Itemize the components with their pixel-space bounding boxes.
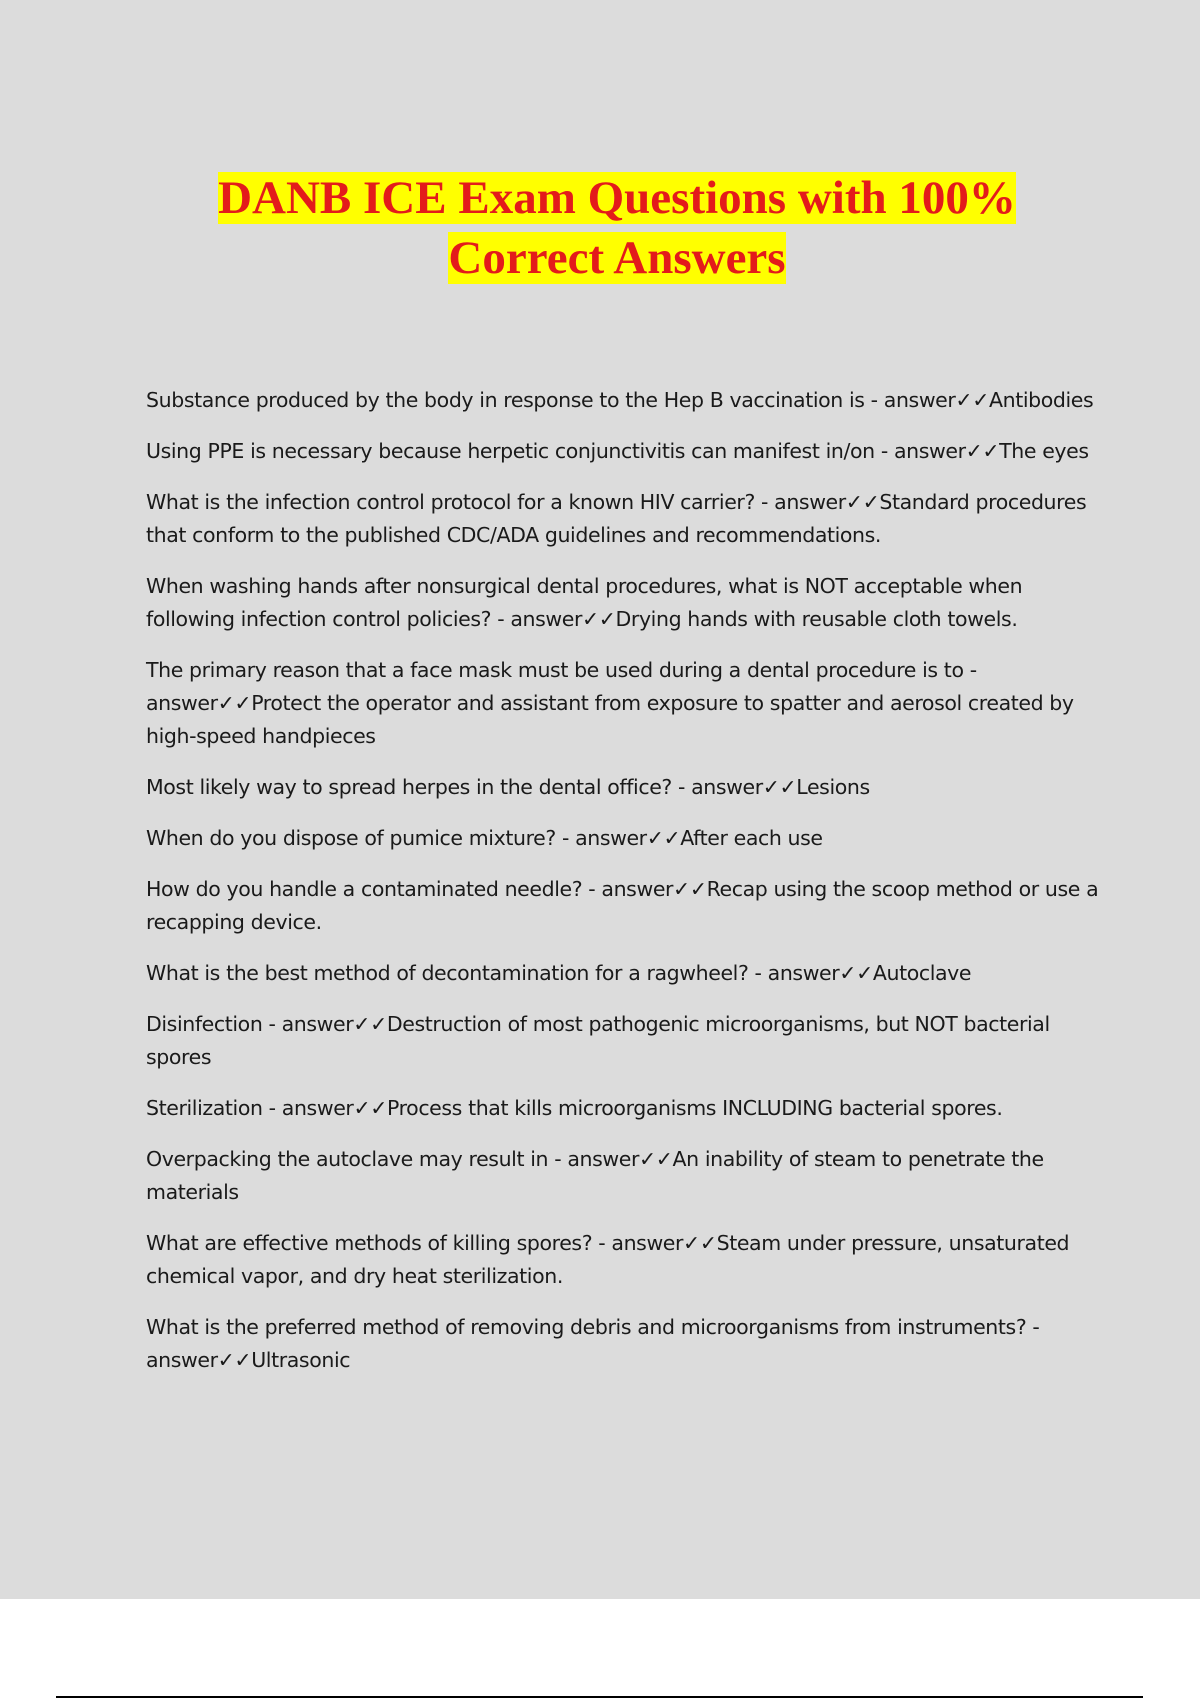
title-line-1: DANB ICE Exam Questions with 100% [218,172,1016,224]
qa-item: What are effective methods of killing spores? - answer✓✓Steam under pressure, unsaturated chemical vapor, and dry heat sterilization. [146,1231,1070,1288]
qa-item: Sterilization - answer✓✓Process that kills microorganisms INCLUDING bacterial spores. [146,1096,1003,1120]
qa-item: When do you dispose of pumice mixture? - answer✓✓After each use [146,826,823,850]
qa-item: The primary reason that a face mask must be used during a dental procedure is to - answer✓✓Protect the operator and assistant from exposure to spatter and aerosol created by high-speed handpieces [146,658,1074,748]
title-line-2: Correct Answers [448,232,786,284]
footer-divider [56,1696,1143,1698]
qa-item: Using PPE is necessary because herpetic conjunctivitis can manifest in/on - answer✓✓The eyes [146,439,1089,463]
qa-item: What is the preferred method of removing debris and microorganisms from instruments? - answer✓✓Ultrasonic [146,1315,1040,1372]
qa-item: Disinfection - answer✓✓Destruction of most pathogenic microorganisms, but NOT bacterial spores [146,1012,1050,1069]
page-title [0,168,1200,288]
qa-item: What is the infection control protocol for a known HIV carrier? - answer✓✓Standard procedures that conform to the published CDC/ADA guidelines and recommendations. [146,490,1087,547]
qa-item: What is the best method of decontamination for a ragwheel? - answer✓✓Autoclave [146,961,972,985]
qa-item: Substance produced by the body in response to the Hep B vaccination is - answer✓✓Antibodies [146,388,1094,412]
qa-item: How do you handle a contaminated needle? - answer✓✓Recap using the scoop method or use a recapping device. [146,877,1099,934]
qa-item: When washing hands after nonsurgical dental procedures, what is NOT acceptable when following infection control policies? - answer✓✓Drying hands with reusable cloth towels. [146,574,1023,631]
qa-item: Overpacking the autoclave may result in - answer✓✓An inability of steam to penetrate the materials [146,1147,1044,1204]
qa-item: Most likely way to spread herpes in the dental office? - answer✓✓Lesions [146,775,870,799]
question-answer-list [146,384,1101,1395]
